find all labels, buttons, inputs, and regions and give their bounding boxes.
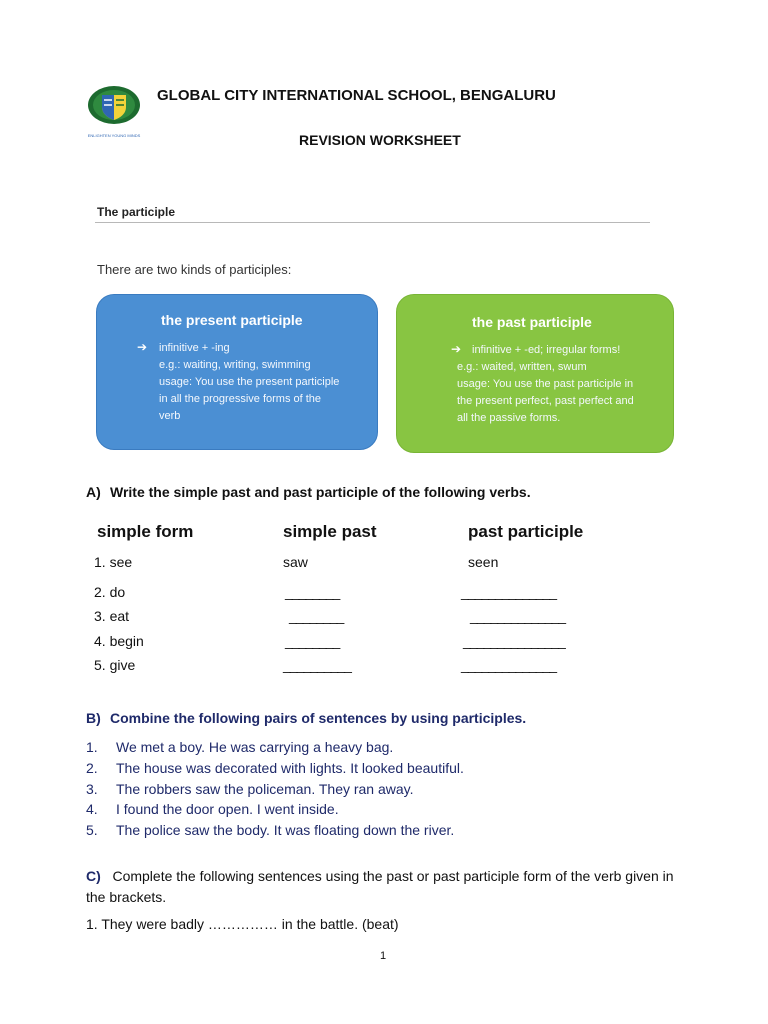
card-line: in all the progressive forms of the: [159, 393, 322, 405]
card-line: infinitive + -ed; irregular forms!: [472, 344, 621, 356]
answer-blank[interactable]: ________: [285, 633, 340, 649]
sentence-pair: I found the door open. I went inside.: [116, 801, 339, 817]
column-header-past-participle: past participle: [468, 522, 584, 541]
section-b-label: B): [86, 710, 101, 726]
answer-blank[interactable]: _______________: [463, 633, 565, 649]
card-line: usage: You use the past participle in: [457, 378, 634, 390]
verb-simple: 3. eat: [94, 608, 130, 624]
section-a-label: A): [86, 484, 101, 500]
answer-blank[interactable]: ________: [285, 584, 340, 600]
verb-simple: 5. give: [94, 657, 136, 673]
card-line: usage: You use the present participle: [159, 376, 340, 388]
card-line: the present perfect, past perfect and: [457, 395, 634, 407]
question-item: 1. They were badly …………… in the battle. (beat): [86, 916, 399, 932]
card-line: e.g.: waited, written, swum: [457, 361, 587, 373]
item-number: 3.: [86, 781, 98, 797]
answer-blank[interactable]: __________: [283, 657, 351, 673]
sentence-pair: The robbers saw the policeman. They ran away.: [116, 781, 414, 797]
section-b-instruction: Combine the following pairs of sentences by using participles.: [110, 710, 527, 726]
section-a-instruction: Write the simple past and past participle of the following verbs.: [110, 484, 531, 500]
section-c-text: Complete the following sentences using the past or past participle form of the verb given in the brackets.: [86, 868, 674, 905]
school-logo: [86, 84, 142, 138]
card-line: infinitive + -ing: [159, 342, 230, 354]
card-line: e.g.: waiting, writing, swimming: [159, 359, 311, 371]
sentence-pair: We met a boy. He was carrying a heavy bag.: [116, 739, 394, 755]
verb-simple: 1. see: [94, 554, 133, 570]
item-number: 1.: [86, 739, 98, 755]
sentence-pair: The police saw the body. It was floating down the river.: [116, 822, 455, 838]
item-number: 4.: [86, 801, 98, 817]
column-header-simple-form: simple form: [97, 522, 194, 541]
verb-past: saw: [283, 554, 308, 570]
answer-blank[interactable]: ________: [289, 608, 344, 624]
answer-blank[interactable]: ______________: [470, 608, 566, 624]
verb-simple: 2. do: [94, 584, 126, 600]
past-participle-card: [396, 294, 674, 453]
answer-blank[interactable]: ______________: [461, 584, 557, 600]
school-name: GLOBAL CITY INTERNATIONAL SCHOOL, BENGALURU: [157, 87, 556, 104]
page-number: 1: [380, 950, 387, 962]
divider: [95, 222, 650, 223]
sentence-pair: The house was decorated with lights. It looked beautiful.: [116, 760, 464, 776]
card-title: the past participle: [472, 314, 592, 330]
card-line: all the passive forms.: [457, 412, 561, 424]
card-line: verb: [159, 410, 181, 422]
participle-intro: There are two kinds of participles:: [97, 262, 292, 277]
verb-simple: 4. begin: [94, 633, 144, 649]
present-participle-card: [96, 294, 378, 450]
arrow-right-icon: ➔: [451, 342, 462, 356]
item-number: 5.: [86, 822, 98, 838]
arrow-right-icon: ➔: [137, 340, 148, 354]
card-title: the present participle: [161, 312, 303, 328]
item-number: 2.: [86, 760, 98, 776]
verb-participle: seen: [468, 554, 499, 570]
worksheet-title: REVISION WORKSHEET: [299, 132, 461, 148]
section-c-instruction: [86, 866, 696, 908]
logo-motto: ENLIGHTEN YOUNG MINDS: [87, 133, 141, 138]
column-header-simple-past: simple past: [283, 522, 377, 541]
answer-blank[interactable]: ______________: [461, 657, 557, 673]
section-c-label: C): [86, 868, 101, 884]
participle-heading: The participle: [97, 205, 176, 219]
